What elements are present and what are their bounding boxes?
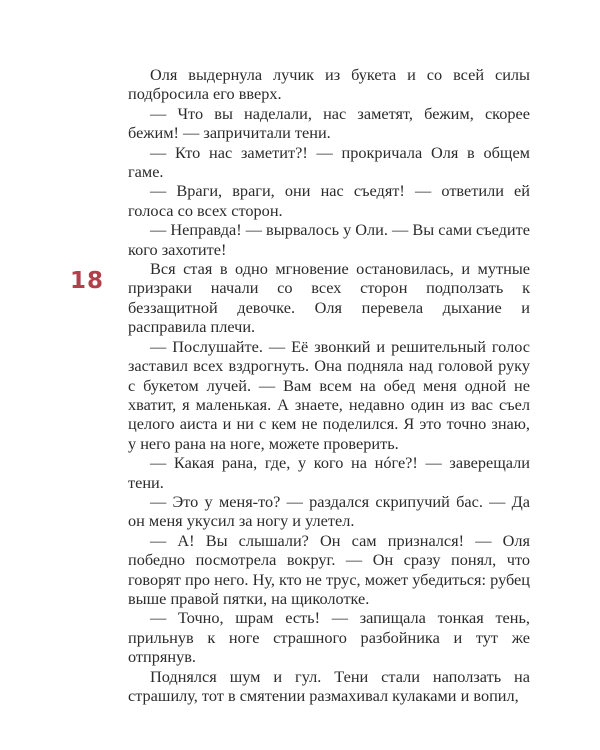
paragraph: Оля выдернула лучик из букета и со всей силы подбросила его вверх. xyxy=(128,65,530,104)
paragraph: Вся стая в одно мгновение остановилась, и мутные призраки начали со всех сторон подползать к беззащитной девочке. Оля перевела дыхание и расправила плечи. xyxy=(128,259,530,337)
paragraph: — Послушайте. — Её звонкий и решительный голос заставил всех вздрогнуть. Она подняла над головой руку с букетом лучей. — Вам всем на обед меня одной не хватит, я маленькая. А знаете, недавно один из вас съел целого аиста и ни с кем не поделился. Я это точно знаю, у него рана на ноге, можете проверить. xyxy=(128,336,530,453)
paragraph: — Что вы наделали, нас заметят, бежим, скорее бежим! — запричитали тени. xyxy=(128,103,530,143)
paragraph: — Кто нас заметит?! — прокричала Оля в общем гаме. xyxy=(128,142,530,182)
paragraph: — А! Вы слышали? Он сам признался! — Оля победно посмотрела вокруг. — Он сразу понял, что говорят про него. Ну, кто не трус, может убедиться: рубец выше правой пятки, на щиколотке. xyxy=(128,530,530,608)
paragraph: — Какая рана, где, у кого на нóге?! — заверещали тени. xyxy=(128,453,530,492)
paragraph: Поднялся шум и гул. Тени стали наползать на страшилу, тот в смятении размахивал кулаками и вопил, xyxy=(128,666,530,705)
paragraph: — Точно, шрам есть! — запищала тонкая тень, прильнув к ноге страшного разбойника и тут же отпрянув. xyxy=(128,608,530,667)
page-number: 18 xyxy=(70,268,105,294)
paragraph: — Это у меня-то? — раздался скрипучий бас. — Да он меня укусил за ногу и улетел. xyxy=(128,491,530,531)
paragraph: — Враги, враги, они нас съедят! — ответили ей голоса со всех сторон. xyxy=(128,181,530,220)
paragraph: — Неправда! — вырвалось у Оли. — Вы сами съедите кого захотите! xyxy=(128,220,530,259)
story-text xyxy=(128,65,530,705)
